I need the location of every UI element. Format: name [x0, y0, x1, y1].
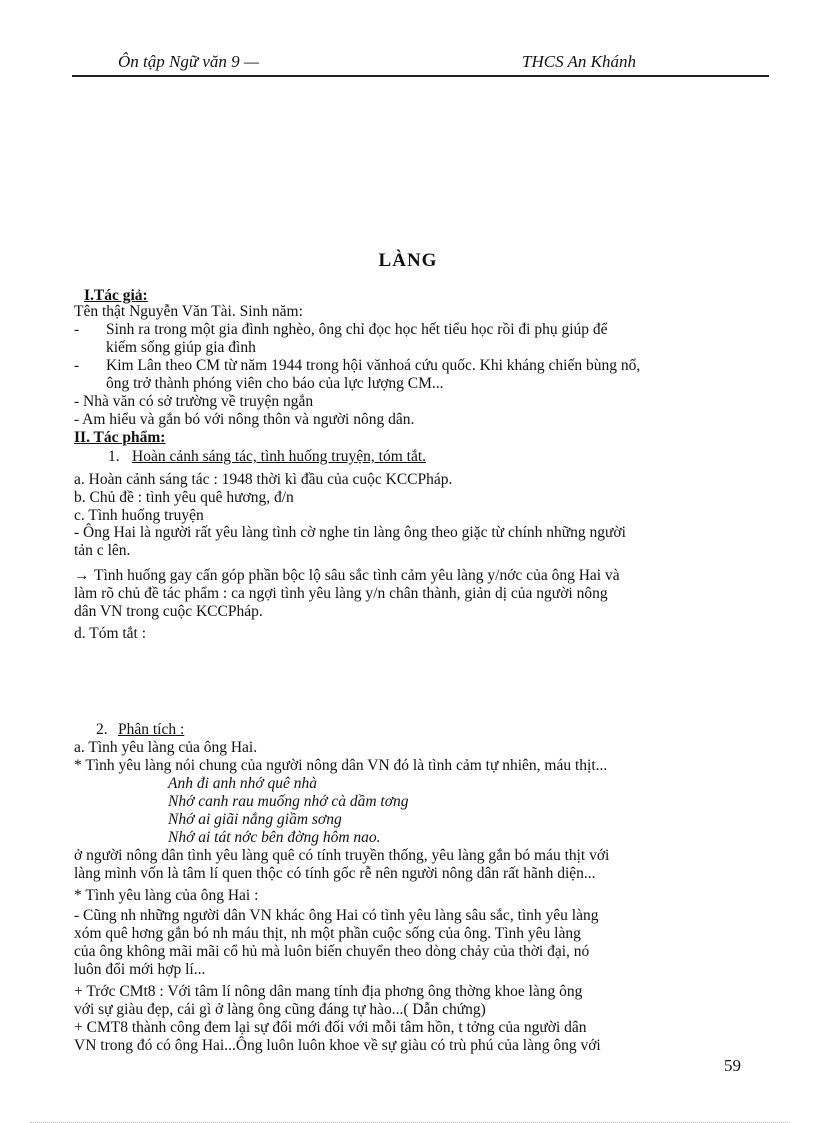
page-title: LÀNG [378, 250, 438, 271]
analysis-p6b: VN trong đó có ông Hai...Ông luôn luôn khoe về sự giàu có trù phú của làng ông với [74, 1037, 601, 1054]
author-bullet-2a: Kim Lân theo CM từ năm 1944 trong hội vănhoá cứu quốc. Khi kháng chiến bùng nổ, [106, 357, 641, 374]
analysis-p3: * Tình yêu làng của ông Hai : [74, 887, 259, 904]
subsection-heading-2: Phân tích : [118, 721, 185, 738]
analysis-p4d: luôn đổi mới hợp lí... [74, 961, 206, 978]
analysis-p5b: với sự giàu đẹp, cái gì ở làng ông cũng đáng tự hào...( Dẫn chứng) [74, 1001, 486, 1018]
poem-line: Nhớ ai giãi nắng giầm sơng [168, 811, 342, 828]
analysis-a: a. Tình yêu làng của ông Hai. [74, 739, 258, 756]
analysis-p4a: - Cũng nh những người dân VN khác ông Hai có tình yêu làng sâu sắc, tình yêu làng [74, 907, 599, 924]
subsection-heading-1: Hoàn cảnh sáng tác, tình huống truyện, tóm tắt. [132, 448, 427, 465]
author-bullet-1b: kiếm sống giúp gia đình [106, 339, 256, 356]
analysis-p2b: làng mình vốn là tâm lí quen thộc có tính gốc rễ nên người nông dân rất hãnh diện... [74, 865, 596, 882]
analysis-p6a: + CMT8 thành công đem lại sự đổi mới đối với mỗi tâm hồn, t tởng của người dân [74, 1019, 587, 1036]
author-bullet-3: - Nhà văn có sở trường về truyện ngắn [74, 393, 314, 410]
author-intro: Tên thật Nguyễn Văn Tài. Sinh năm: [74, 303, 303, 320]
work-situation-heading: c. Tình huống truyện [74, 507, 204, 524]
poem-line: Nhớ ai tát nớc bên đờng hôm nao. [168, 829, 381, 846]
analysis-p4c: của ông không mãi mãi cổ hủ mà luôn biến chuyển theo dòng chảy của thời đại, nó [74, 943, 590, 960]
analysis-p5a: + Trớc CMt8 : Với tâm lí nông dân mang tính địa phơng ông thờng khoe làng ông [74, 983, 583, 1000]
subsection-number-1: 1. [108, 448, 120, 465]
author-bullet-1a: Sinh ra trong một gia đình nghèo, ông chỉ đọc học hết tiểu học rồi đi phụ giúp để [106, 321, 608, 338]
poem-line: Nhớ canh rau muống nhớ cà dầm tơng [168, 793, 409, 810]
section-heading-author: I.Tác giả: [84, 287, 148, 304]
work-theme: b. Chủ đề : tình yêu quê hương, đ/n [74, 489, 294, 506]
author-bullet-4: - Am hiểu và gắn bó với nông thôn và người nông dân. [74, 411, 415, 428]
section-heading-work: II. Tác phẩm: [74, 429, 166, 446]
bullet-dash: - [74, 321, 80, 338]
work-summary: d. Tóm tắt : [74, 625, 147, 642]
analysis-p2a: ở người nông dân tình yêu làng quê có tính truyền thống, yêu làng gắn bó máu thịt với [74, 847, 610, 864]
poem-line: Anh đi anh nhớ quê nhà [168, 775, 318, 792]
work-situation-1b: tản c lên. [74, 542, 131, 559]
bullet-dash: - [74, 357, 80, 374]
header-left: Ôn tập Ngữ văn 9 — [118, 52, 260, 71]
work-situation-2c: dân VN trong cuộc KCCPháp. [74, 603, 263, 620]
author-bullet-2b: ông trở thành phóng viên cho báo của lực lượng CM... [106, 375, 444, 392]
arrow-icon: → [74, 567, 90, 584]
work-situation-2b: làm rõ chủ đề tác phẩm : ca ngợi tình yêu làng y/n chân thành, giản dị của người nông [74, 585, 608, 602]
subsection-number-2: 2. [96, 721, 108, 738]
work-situation-1a: - Ông Hai là người rất yêu làng tình cờ nghe tin làng ông theo giặc từ chính những người [74, 524, 626, 541]
analysis-p4b: xóm quê hơng gắn bó nh máu thịt, nh một phần cuộc sống của ông. Tình yêu làng [74, 925, 581, 942]
page-number: 59 [724, 1056, 741, 1075]
header-rule [72, 75, 769, 77]
header-right: THCS An Khánh [522, 52, 636, 71]
analysis-p1: * Tình yêu làng nói chung của người nông dân VN đó là tình cảm tự nhiên, máu thịt... [74, 757, 608, 774]
work-situation-2a: Tình huống gay cấn góp phần bộc lộ sâu sắc tình cảm yêu làng y/nớc của ông Hai và [94, 567, 620, 584]
work-context: a. Hoàn cảnh sáng tác : 1948 thời kì đầu của cuộc KCCPháp. [74, 471, 453, 488]
